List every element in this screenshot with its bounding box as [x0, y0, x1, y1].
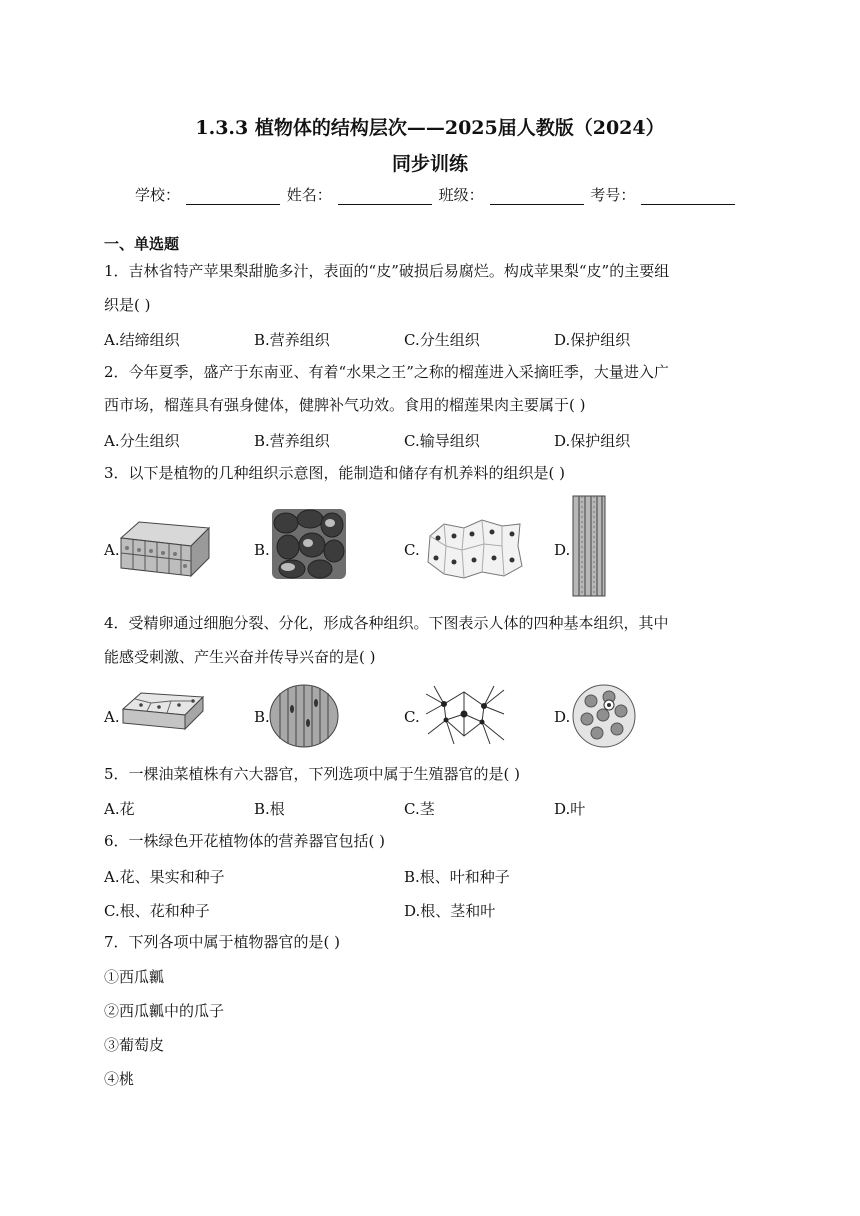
q4-option-d: D. [554, 708, 571, 726]
q5-option-c: C.茎 [404, 800, 435, 818]
q3-option-d: D. [554, 541, 571, 559]
q5-option-a: A.花 [104, 800, 135, 818]
muscle-tissue-image [268, 683, 340, 749]
epithelial-tissue-image [121, 687, 205, 733]
q2-option-a: A.分生组织 [104, 432, 180, 450]
meristematic-tissue-image [424, 516, 524, 582]
name-blank [338, 190, 432, 205]
student-info-row [135, 184, 737, 205]
q7-item-1: ①西瓜瓤 [104, 968, 165, 986]
question-2-text: 2．今年夏季，盛产于东南亚、有着“水果之王”之称的榴莲进入采摘旺季，大量进入广 [104, 363, 669, 381]
q6-option-d: D.根、茎和叶 [404, 902, 496, 920]
q7-item-4: ④桃 [104, 1070, 135, 1088]
section-title: 一、单选题 [104, 235, 180, 253]
q4-option-c: C. [404, 708, 420, 726]
question-2-text-cont: 西市场，榴莲具有强身健体，健脾补气功效。食用的榴莲果肉主要属于( ) [104, 396, 586, 414]
exam-number-blank [641, 190, 735, 205]
question-6-text: 6．一株绿色开花植物体的营养器官包括( ) [104, 832, 386, 850]
question-4-text: 4．受精卵通过细胞分裂、分化，形成各种组织。下图表示人体的四种基本组织，其中 [104, 614, 669, 632]
q5-option-d: D.叶 [554, 800, 586, 818]
question-1-text: 1．吉林省特产苹果梨甜脆多汁，表面的“皮”破损后易腐烂。构成苹果梨“皮”的主要组 [104, 262, 670, 280]
q1-option-a: A.结缔组织 [104, 331, 180, 349]
q4-option-a: A. [104, 708, 120, 726]
q2-option-b: B.营养组织 [254, 432, 330, 450]
school-label: 学校： [135, 186, 181, 204]
name-label: 姓名： [286, 186, 332, 204]
page-title: 1.3.3 植物体的结构层次——2025届人教版（2024） [195, 117, 665, 139]
q1-option-c: C.分生组织 [404, 331, 480, 349]
conducting-tissue-image [571, 494, 607, 598]
nerve-tissue-image [424, 684, 506, 746]
q1-option-b: B.营养组织 [254, 331, 330, 349]
q2-option-d: D.保护组织 [554, 432, 631, 450]
q5-option-b: B.根 [254, 800, 285, 818]
class-blank [490, 190, 584, 205]
connective-tissue-image [571, 683, 637, 749]
q7-item-3: ③葡萄皮 [104, 1036, 165, 1054]
class-label: 班级： [438, 186, 484, 204]
exam-number-label: 考号： [590, 186, 636, 204]
q6-option-c: C.根、花和种子 [104, 902, 210, 920]
question-4-text-cont: 能感受刺激、产生兴奋并传导兴奋的是( ) [104, 648, 376, 666]
q3-option-c: C. [404, 541, 420, 559]
q3-option-b: B. [254, 541, 270, 559]
q6-option-a: A.花、果实和种子 [104, 868, 225, 886]
q4-option-b: B. [254, 708, 270, 726]
question-1-text-cont: 织是( ) [104, 296, 151, 314]
protective-tissue-image [119, 518, 211, 578]
q7-item-2: ②西瓜瓤中的瓜子 [104, 1002, 225, 1020]
question-7-text: 7．下列各项中属于植物器官的是( ) [104, 933, 341, 951]
question-5-text: 5．一棵油菜植株有六大器官，下列选项中属于生殖器官的是( ) [104, 765, 521, 783]
page-subtitle: 同步训练 [391, 153, 468, 175]
school-blank [186, 190, 280, 205]
question-3-text: 3．以下是植物的几种组织示意图，能制造和储存有机养料的组织是( ) [104, 464, 566, 482]
nutritive-tissue-image [268, 503, 350, 585]
q2-option-c: C.输导组织 [404, 432, 480, 450]
q6-option-b: B.根、叶和种子 [404, 868, 510, 886]
q1-option-d: D.保护组织 [554, 331, 631, 349]
q3-option-a: A. [104, 541, 120, 559]
